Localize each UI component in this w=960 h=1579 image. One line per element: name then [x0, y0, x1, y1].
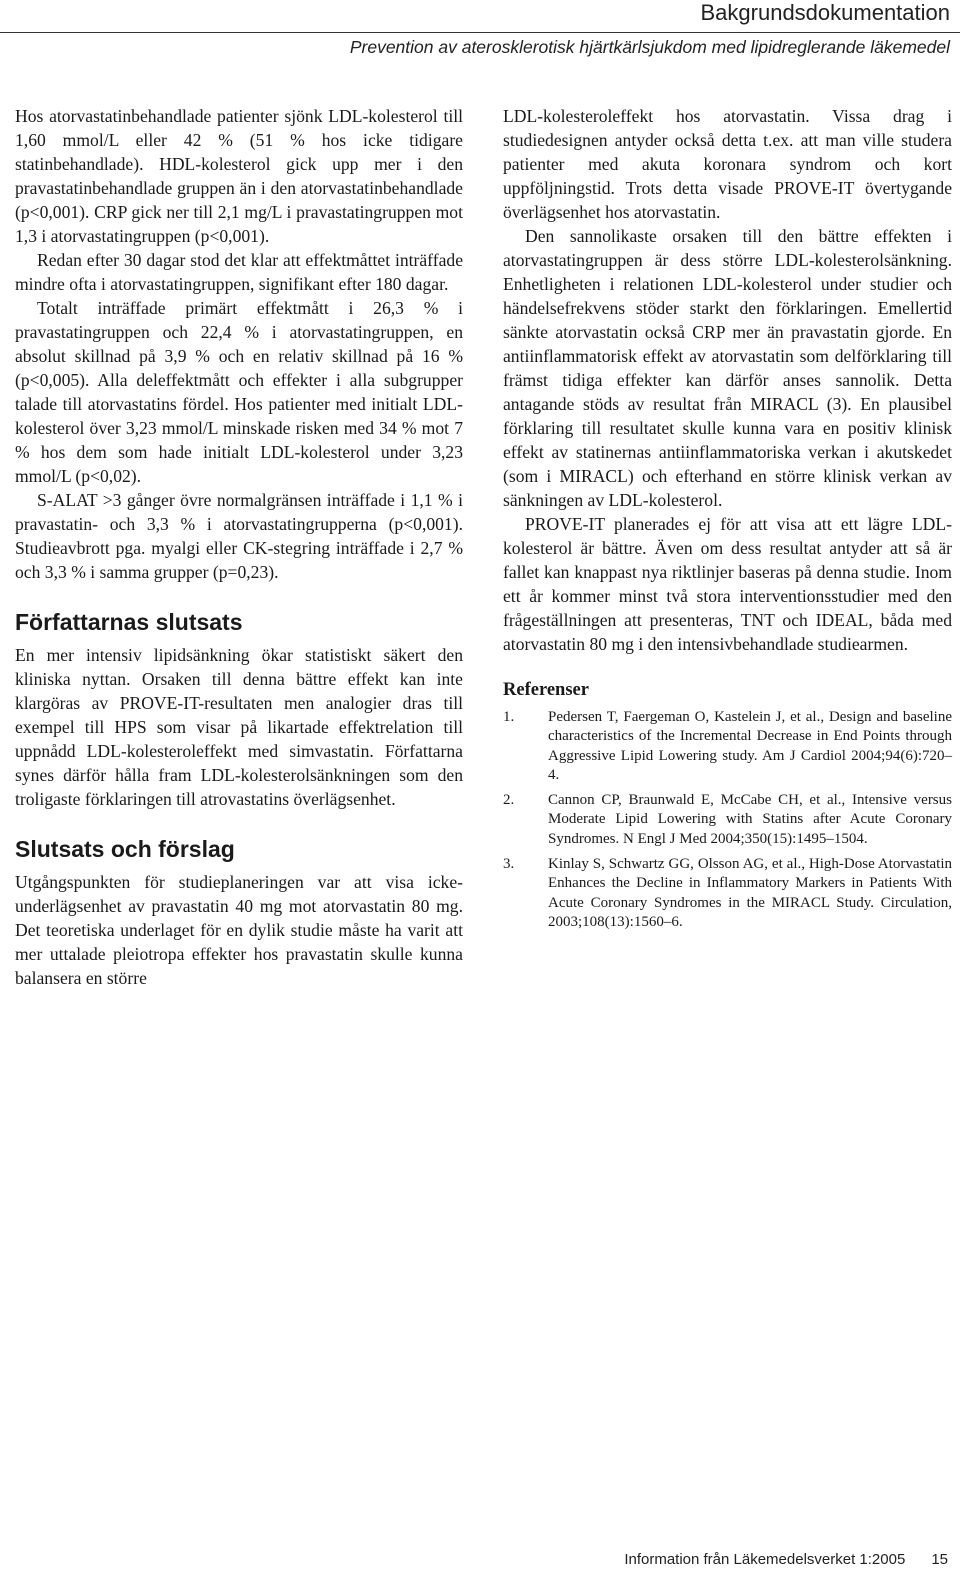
body-paragraph: Redan efter 30 dagar stod det klar att effektmåttet inträffade mindre ofta i atorvastatingruppen, signifikant efter 180 dagar. [15, 250, 463, 294]
reference-text: Cannon CP, Braunwald E, McCabe CH, et al., Intensive versus Moderate Lipid Lowering with Statins after Acute Coronary Syndromes. N Engl J Med 2004;350(15):1495–1504. [548, 792, 952, 847]
section-heading-authors-conclusion: Författarnas slutsats [15, 609, 243, 635]
reference-list [503, 708, 952, 932]
publication-name: Information från Läkemedelsverket 1:2005 [624, 1551, 906, 1568]
page-footer [624, 1551, 948, 1568]
document-subtitle: Prevention av aterosklerotisk hjärtkärlsjukdom med lipidreglerande läkemedel [349, 37, 950, 57]
reference-text: Kinlay S, Schwartz GG, Olsson AG, et al., High-Dose Atorvastatin Enhances the Decline in Inflammatory Markers in Patients With Acute Coronary Syndromes in the MIRACL Study. Circulation, 2003;108(13):1560–6. [548, 856, 952, 930]
reference-number: 3. [503, 856, 515, 873]
body-paragraph: S-ALAT >3 gånger övre normalgränsen inträffade i 1,1 % i pravastatin- och 3,3 % i atorvastatingrupperna (p<0,001). Studieavbrott pga. myalgi eller CK-stegring inträffade i 2,7 % och 3,3 % i samma grupper (p=0,23). [15, 490, 463, 582]
left-column [15, 104, 463, 990]
body-paragraph: Utgångspunkten för studieplaneringen var att visa icke-underlägsenhet av pravastatin 40 mg mot atorvastatin 80 mg. Det teoretiska underlaget för en dylik studie måste ha varit att mer uttalade pleiotropa effekter hos pravastatin skulle kunna balansera en större [15, 872, 463, 988]
body-paragraph: Den sannolikaste orsaken till den bättre effekten i atorvastatingruppen är dess större LDL-kolesterolsänkning. Enhetligheten i relationen LDL-kolesterol under studier och händelsefrekvens stöder starkt den förklaringen. Emellertid sänkte atorvastatin också CRP mer än pravastatin gjorde. En antiinflammatorisk effekt av atorvastatin som delförklaring till främst tidiga effekter kan därför anses sannolik. Detta antagande stöds av resultat från MIRACL (3). En plausibel förklaring till resultatet skulle kunna vara en positiv klinisk effekt av statinernas antiinflammatoriska verkan i akutskedet (som i MIRACL) och efterhand en större klinisk verkan av sänkningen av LDL-kolesterol. [503, 226, 952, 510]
references-heading: Referenser [503, 680, 589, 700]
reference-number: 1. [503, 709, 515, 725]
reference-item [503, 791, 952, 849]
right-column [503, 104, 952, 938]
page-number: 15 [931, 1551, 948, 1568]
reference-number: 2. [503, 792, 515, 809]
header-divider [0, 32, 960, 33]
body-paragraph: LDL-kolesteroleffekt hos atorvastatin. Vissa drag i studiedesignen antyder också detta t.ex. att man ville studera patienter med akuta koronara syndrom och kort uppföljningstid. Trots detta visade PROVE-IT övertygande överlägsenhet hos atorvastatin. [503, 106, 952, 222]
section-title: Bakgrundsdokumentation [700, 0, 950, 25]
body-paragraph: Totalt inträffade primärt effektmått i 26,3 % i pravastatingruppen och 22,4 % i atorvastatingruppen, en absolut skillnad på 3,9 % och en relativ skillnad på 16 % (p<0,005). Alla deleffektmått och effekter i alla subgrupper talade till atorvastatins fördel. Hos patienter med initialt LDL-kolesterol över 3,23 mmol/L minskade risken med 34 % mot 7 % hos dem som hade initialt LDL-kolesterol under 3,23 mmol/L (p<0,02). [15, 298, 463, 486]
reference-text: Pedersen T, Faergeman O, Kastelein J, et al., Design and baseline characteristics of the Incremental Decrease in End Points through Aggressive Lipid Lowering study. Am J Cardiol 2004;94(6):720–4. [548, 709, 952, 783]
reference-item [503, 708, 952, 785]
reference-item [503, 855, 952, 932]
body-paragraph: PROVE-IT planerades ej för att visa att ett lägre LDL-kolesterol är bättre. Även om dess resultat antyder att så är fallet kan knappast nya riktlinjer baseras på denna studie. Inom ett år kommer minst två stora interventionsstudier med den frågeställningen att presenteras, TNT och IDEAL, båda med atorvastatin 80 mg i den intensivbehandlade studiearmen. [503, 514, 952, 654]
body-paragraph: Hos atorvastatinbehandlade patienter sjönk LDL-kolesterol till 1,60 mmol/L eller 42 % (51 % hos icke tidigare statinbehandlade). HDL-kolesterol gick upp mer i den pravastatinbehandlade gruppen än i den atorvastatinbehandlade (p<0,001). CRP gick ner till 2,1 mg/L i pravastatingruppen mot 1,3 i atorvastatingruppen (p<0,001). [15, 106, 463, 246]
body-paragraph: En mer intensiv lipidsänkning ökar statistiskt säkert den kliniska nyttan. Orsaken till denna bättre effekt kan inte klargöras av PROVE-IT-resultaten men analogier dras till exempel till HPS som visar på likartade effektrelation till uppnådd LDL-kolesteroleffekt med simvastatin. Författarna synes därför hålla fram LDL-kolesterolsänkningen som den troligaste förklaringen till atrovastatins överlägsenhet. [15, 645, 463, 809]
section-heading-conclusion-and-proposal: Slutsats och förslag [15, 836, 235, 862]
